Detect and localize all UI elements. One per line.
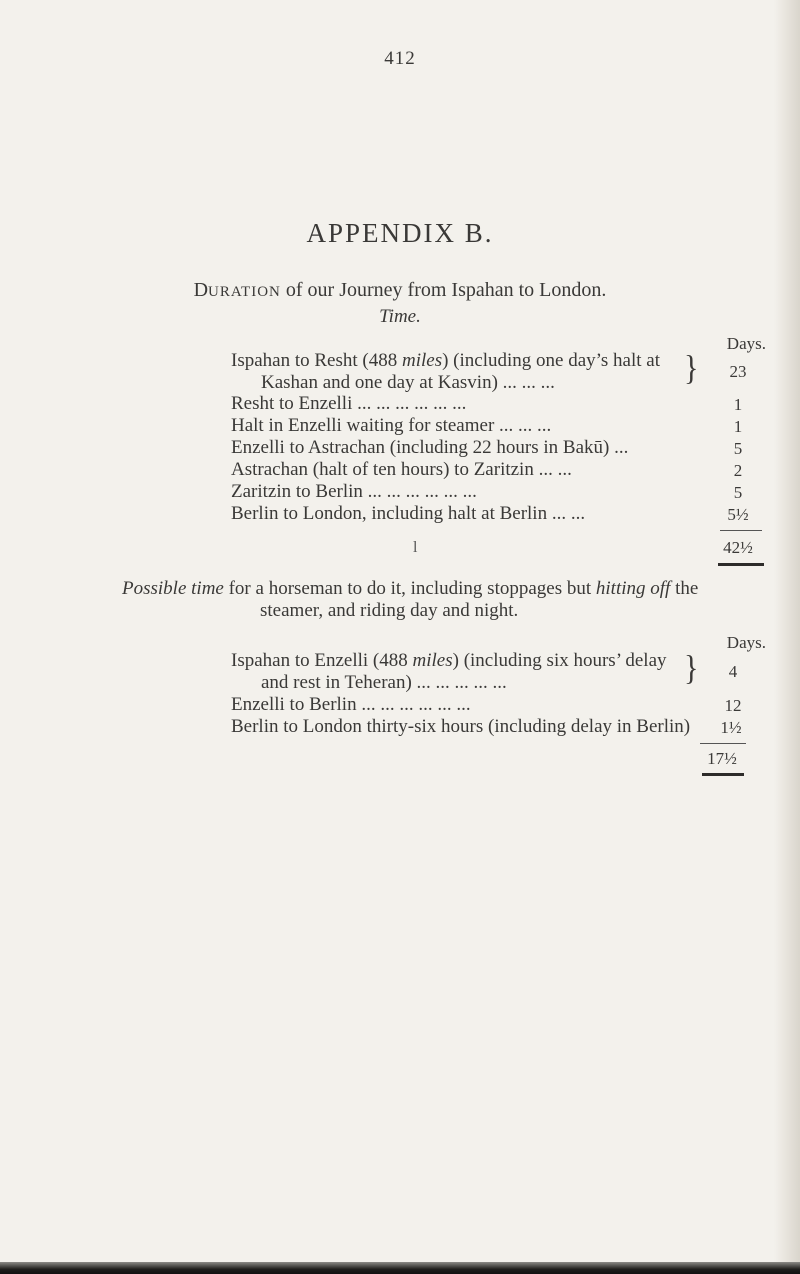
table1-value-7: 5½ <box>727 505 749 524</box>
table2-value-2: 12 <box>724 696 742 715</box>
page-number: 412 <box>384 48 416 69</box>
row-text-italic: miles <box>412 650 453 671</box>
sum-rule <box>720 530 762 531</box>
subtitle-initial: D <box>193 279 209 301</box>
brace: } <box>684 649 699 688</box>
row-text: ) (including six hours’ delay <box>452 650 667 671</box>
table2-row-2: Enzelli to Berlin ... ... ... ... ... ... <box>231 694 471 715</box>
subtitle-text: of our Journey from Ispahan to London. <box>280 279 607 301</box>
table1-row-6: Zaritzin to Berlin ... ... ... ... ... ... <box>231 481 477 502</box>
row-text: Ispahan to Resht (488 <box>231 350 402 371</box>
row-text: Ispahan to Enzelli (488 <box>231 650 413 671</box>
subtitle <box>0 279 800 302</box>
paragraph-text: the <box>670 578 699 599</box>
table2-row-1-line1 <box>231 650 667 672</box>
table1-value-5: 2 <box>733 461 743 480</box>
table1-value-1: 23 <box>729 362 747 381</box>
paragraph-text: for a horseman to do it, including stoppages but <box>223 578 596 599</box>
table2-total: 17½ <box>707 749 737 768</box>
brace: } <box>684 349 699 388</box>
table2-row-1-line2: and rest in Teheran) ... ... ... ... ... <box>261 672 507 693</box>
table1-row-7: Berlin to London, including halt at Berlin ... ... <box>231 503 586 524</box>
table1-total: 42½ <box>723 538 753 557</box>
table1-value-4: 5 <box>733 439 743 458</box>
table1-unit-header: Days. <box>726 334 766 353</box>
total-double-rule <box>702 773 744 776</box>
table1-row-4: Enzelli to Astrachan (including 22 hours in Bakū) ... <box>231 437 629 458</box>
page-edge-shadow <box>774 0 800 1274</box>
paragraph-italic: Possible time <box>122 578 224 599</box>
table1-row-1-line1 <box>231 350 660 372</box>
sum-rule <box>700 743 746 744</box>
table1-row-1-line2: Kashan and one day at Kasvin) ... ... ... <box>261 372 555 393</box>
table1-row-5: Astrachan (halt of ten hours) to Zaritzin ... ... <box>231 459 572 480</box>
table1-value-2: 1 <box>733 395 743 414</box>
paragraph-line-1 <box>122 578 698 600</box>
table1-row-3: Halt in Enzelli waiting for steamer ... ... ... <box>231 415 552 436</box>
table2-value-3: 1½ <box>720 718 742 737</box>
section-label-time: Time. <box>379 306 421 327</box>
total-double-rule <box>718 563 764 566</box>
page-bottom-edge <box>0 1262 800 1274</box>
stray-mark: l <box>413 539 418 556</box>
subtitle-smallcaps: URATION <box>208 284 281 300</box>
table2-value-1: 4 <box>728 662 738 681</box>
appendix-heading: APPENDIX B. <box>306 218 494 248</box>
table1-value-6: 5 <box>733 483 743 502</box>
row-text-italic: miles <box>401 350 443 371</box>
table2-row-3: Berlin to London thirty-six hours (including delay in Berlin) <box>231 716 691 737</box>
table2-unit-header: Days. <box>726 633 766 652</box>
paragraph-line-2: steamer, and riding day and night. <box>260 600 519 621</box>
table1-value-3: 1 <box>733 417 743 436</box>
table1-row-2: Resht to Enzelli ... ... ... ... ... ... <box>231 393 467 414</box>
paragraph-italic: hitting off <box>595 578 671 599</box>
row-text: ) (including one day’s halt at <box>442 350 661 371</box>
